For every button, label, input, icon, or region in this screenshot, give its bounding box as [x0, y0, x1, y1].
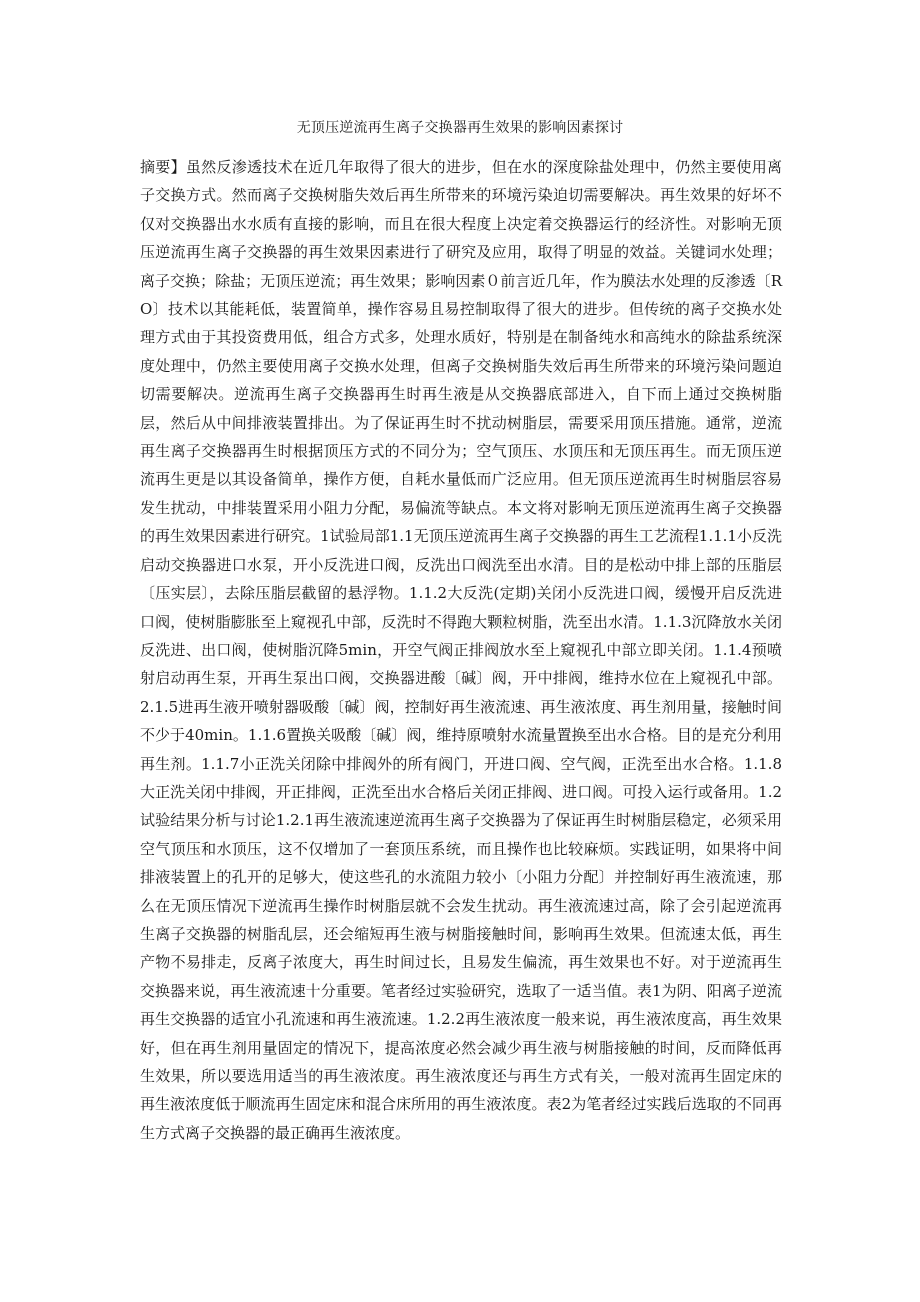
document-body-paragraph: 摘要】虽然反渗透技术在近几年取得了很大的进步，但在水的深度除盐处理中，仍然主要使用离子交换方式。然而离子交换树脂失效后再生所带来的环境污染迫切需要解决。再生效果的好坏不仅对交换器出水水质有直接的影响，而且在很大程度上决定着交换器运行的经济性。对影响无顶压逆流再生离子交换器的再生效果因素进行了研究及应用，取得了明显的效益。关键词水处理；离子交换；除盐；无顶压逆流；再生效果；影响因素０前言近几年，作为膜法水处理的反渗透〔RO〕技术以其能耗低，装置简单，操作容易且易控制取得了很大的进步。但传统的离子交换水处理方式由于其投资费用低，组合方式多，处理水质好，特别是在制备纯水和高纯水的除盐系统深度处理中，仍然主要使用离子交换水处理，但离子交换树脂失效后再生所带来的环境污染问题迫切需要解决。逆流再生离子交换器再生时再生液是从交换器底部进入，自下而上通过交换树脂层，然后从中间排液装置排出。为了保证再生时不扰动树脂层，需要采用顶压措施。通常，逆流再生离子交换器再生时根据顶压方式的不同分为；空气顶压、水顶压和无顶压再生。而无顶压逆流再生更是以其设备简单，操作方便，自耗水量低而广泛应用。但无顶压逆流再生时树脂层容易发生扰动，中排装置采用小阻力分配，易偏流等缺点。本文将对影响无顶压逆流再生离子交换器的再生效果因素进行研究。1试验局部1.1无顶压逆流再生离子交换器的再生工艺流程1.1.1小反洗启动交换器进口水泵，开小反洗进口阀，反洗出口阀洗至出水清。目的是松动中排上部的压脂层〔压实层〕，去除压脂层截留的悬浮物。1.1.2大反洗(定期)关闭小反洗进口阀，缓慢开启反洗进口阀，使树脂膨胀至上窥视孔中部，反洗时不得跑大颗粒树脂，洗至出水清。1.1.3沉降放水关闭反洗进、出口阀，使树脂沉降5min，开空气阀正排阀放水至上窥视孔中部立即关闭。1.1.4预喷射启动再生泵，开再生泵出口阀，交换器进酸〔碱〕阀，开中排阀，维持水位在上窥视孔中部。2.1.5进再生液开喷射器吸酸〔碱〕阀，控制好再生液流速、再生液浓度、再生剂用量，接触时间不少于40min。1.1.6置换关吸酸〔碱〕阀，维持原喷射水流量置换至出水合格。目的是充分利用再生剂。1.1.7小正洗关闭除中排阀外的所有阀门，开进口阀、空气阀，正洗至出水合格。1.1.8大正洗关闭中排阀，开正排阀，正洗至出水合格后关闭正排阀、进口阀。可投入运行或备用。1.2试验结果分析与讨论1.2.1再生液流速逆流再生离子交换器为了保证再生时树脂层稳定，必须采用空气顶压和水顶压，这不仅增加了一套顶压系统，而且操作也比较麻烦。实践证明，如果将中间排液装置上的孔开的足够大，使这些孔的水流阻力较小〔小阻力分配〕并控制好再生液流速，那么在无顶压情况下逆流再生操作时树脂层就不会发生扰动。再生液流速过高，除了会引起逆流再生离子交换器的树脂乱层，还会缩短再生液与树脂接触时间，影响再生效果。但流速太低，再生产物不易排走，反离子浓度大，再生时间过长，且易发生偏流，再生效果也不好。对于逆流再生交换器来说，再生液流速十分重要。笔者经过实验研究，选取了一适当值。表1为阴、阳离子逆流再生交换器的适宜小孔流速和再生液流速。1.2.2再生液浓度一般来说，再生液浓度高，再生效果好，但在再生剂用量固定的情况下，提高浓度必然会减少再生液与树脂接触的时间，反而降低再生效果，所以要选用适当的再生液浓度。再生液浓度还与再生方式有关，一般对流再生固定床的再生液浓度低于顺流再生固定床和混合床所用的再生液浓度。表2为笔者经过实践后选取的不同再生方式离子交换器的最正确再生液浓度。 — [140, 158, 782, 1142]
document-title: 无顶压逆流再生离子交换器再生效果的影响因素探讨 — [296, 120, 624, 136]
